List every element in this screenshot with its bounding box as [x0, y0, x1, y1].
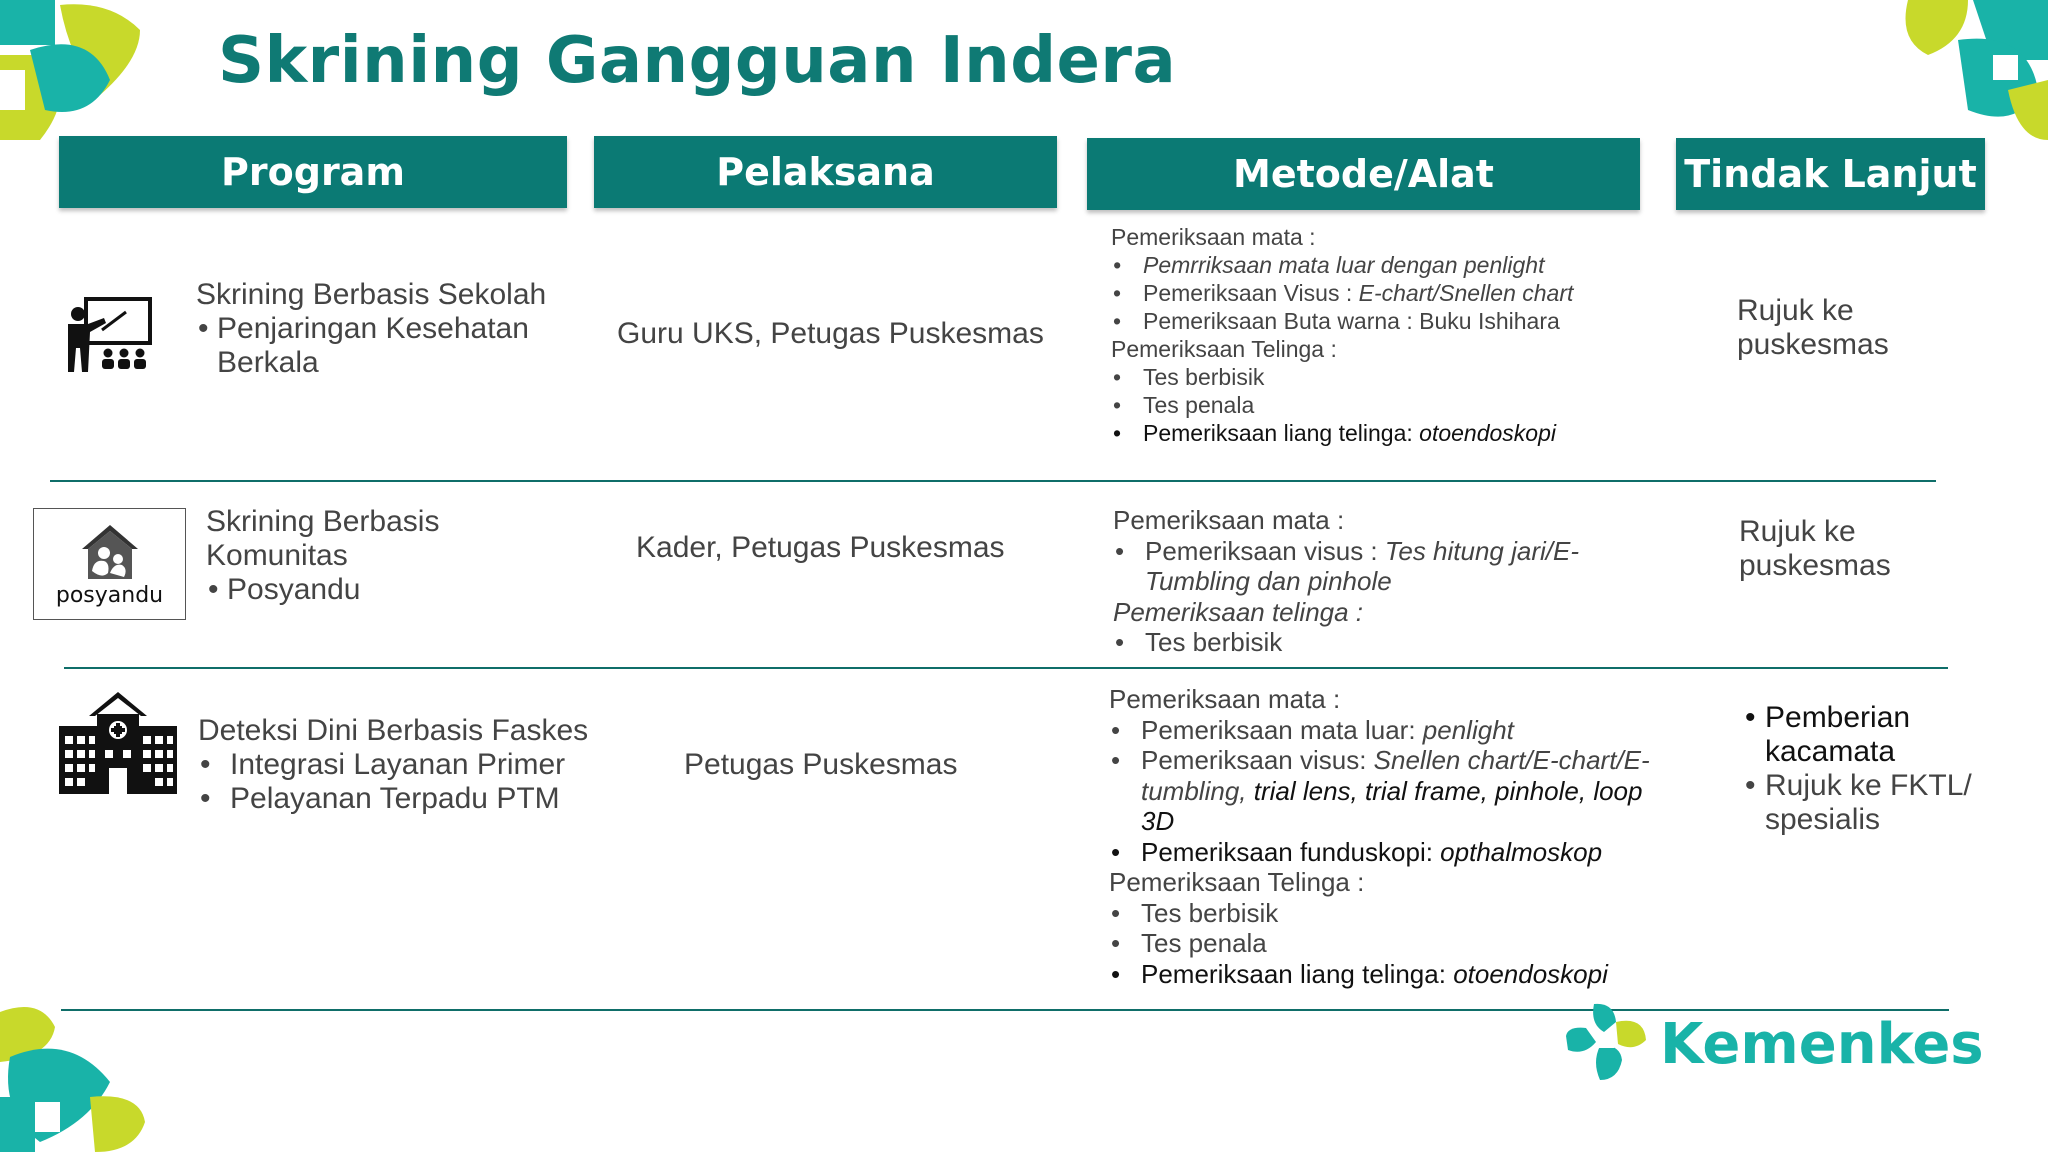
pelaksana-cell: Kader, Petugas Puskesmas — [636, 531, 1005, 564]
metode-item-cont: tumbling, trial lens, trial frame, pinhole, loop — [1141, 775, 1643, 806]
metode-item: • Pemeriksaan liang telinga: otoendoskopi — [1111, 419, 1573, 447]
tindak-bullet-cont: spesialis — [1765, 803, 1881, 836]
metode-item-cont: Tumbling dan pinhole — [1145, 566, 1392, 596]
program-cell — [206, 505, 439, 607]
program-bullet: • Penjaringan Kesehatan — [196, 312, 546, 346]
program-title: Skrining Berbasis Sekolah — [196, 278, 547, 311]
metode-item: • Pemeriksaan Buta warna : Buku Ishihara — [1111, 307, 1573, 335]
metode-item: • Pemeriksaan Visus : E-chart/Snellen chart — [1111, 279, 1573, 307]
metode-item: • Pemeriksaan liang telinga: otoendoskopi — [1109, 959, 1650, 990]
corner-decoration-bottom-left — [0, 1002, 150, 1152]
pelaksana-cell: Petugas Puskesmas — [684, 748, 958, 781]
metode-item-cont: 3D — [1141, 806, 1175, 836]
program-bullet: • Pelayanan Terpadu PTM — [198, 782, 588, 816]
hospital-building-icon — [59, 690, 177, 794]
teacher-classroom-icon — [64, 296, 154, 376]
metode-item: • Tes penala — [1111, 391, 1573, 419]
program-bullet: • Posyandu — [206, 573, 439, 607]
pelaksana-cell: Guru UKS, Petugas Puskesmas — [617, 317, 1044, 350]
tindak-cell — [1739, 515, 1891, 583]
tindak-line: puskesmas — [1737, 328, 1889, 361]
header-tindak-lanjut: Tindak Lanjut — [1676, 138, 1985, 210]
row-divider — [50, 480, 1936, 482]
program-title: Komunitas — [206, 539, 348, 572]
metode-item: • Pemeriksaan funduskopi: opthalmoskop — [1109, 837, 1650, 868]
page-title: Skrining Gangguan Indera — [218, 24, 1177, 98]
corner-decoration-top-left — [0, 0, 150, 150]
kemenkes-logo-icon — [1564, 1002, 1648, 1082]
tindak-bullet: • Rujuk ke FKTL/ — [1743, 769, 1972, 803]
tindak-line: puskesmas — [1739, 549, 1891, 582]
corner-decoration-top-right — [1898, 0, 2048, 150]
header-pelaksana: Pelaksana — [594, 136, 1057, 208]
metode-item: • Pemeriksaan visus: Snellen chart/E-chart/E- — [1109, 745, 1650, 776]
metode-item: • Tes penala — [1109, 928, 1650, 959]
metode-item: • Tes berbisik — [1113, 627, 1579, 658]
header-program: Program — [59, 136, 567, 208]
program-bullet: • Integrasi Layanan Primer — [198, 748, 588, 782]
metode-cell — [1113, 505, 1579, 658]
metode-telinga-label: Pemeriksaan telinga : — [1113, 596, 1364, 627]
metode-item: • Tes berbisik — [1109, 898, 1650, 929]
tindak-bullet-cont: kacamata — [1765, 735, 1896, 768]
program-title: Deteksi Dini Berbasis Faskes — [198, 714, 589, 747]
metode-mata-label: Pemeriksaan mata : — [1111, 224, 1316, 250]
tindak-cell — [1743, 701, 1972, 837]
tindak-line: Rujuk ke — [1739, 515, 1856, 548]
header-metode-alat: Metode/Alat — [1087, 138, 1640, 210]
tindak-bullet: • Pemberian — [1743, 701, 1972, 735]
metode-cell — [1109, 684, 1650, 989]
program-title: Skrining Berbasis — [206, 505, 440, 538]
posyandu-logo — [33, 508, 186, 620]
metode-item: • Pemeriksaan visus : Tes hitung jari/E- — [1113, 536, 1579, 567]
metode-item: • Pemeriksaan mata luar: penlight — [1109, 715, 1650, 746]
row-divider — [64, 667, 1948, 669]
tindak-cell — [1737, 294, 1889, 362]
brand-name: Kemenkes — [1660, 1012, 1984, 1077]
metode-item: • Pemrriksaan mata luar dengan penlight — [1111, 251, 1573, 279]
metode-cell — [1111, 223, 1573, 447]
posyandu-logo-text: posyandu — [55, 583, 164, 608]
program-cell — [196, 278, 546, 380]
metode-mata-label: Pemeriksaan mata : — [1109, 684, 1341, 714]
program-bullet-cont: Berkala — [217, 346, 319, 379]
metode-telinga-label: Pemeriksaan Telinga : — [1109, 867, 1365, 897]
metode-item: • Tes berbisik — [1111, 363, 1573, 391]
posyandu-house-icon — [80, 523, 140, 583]
program-cell — [198, 714, 588, 816]
metode-mata-label: Pemeriksaan mata : — [1113, 505, 1345, 535]
tindak-line: Rujuk ke — [1737, 294, 1854, 327]
metode-telinga-label: Pemeriksaan Telinga : — [1111, 336, 1337, 362]
row-divider — [61, 1009, 1949, 1011]
